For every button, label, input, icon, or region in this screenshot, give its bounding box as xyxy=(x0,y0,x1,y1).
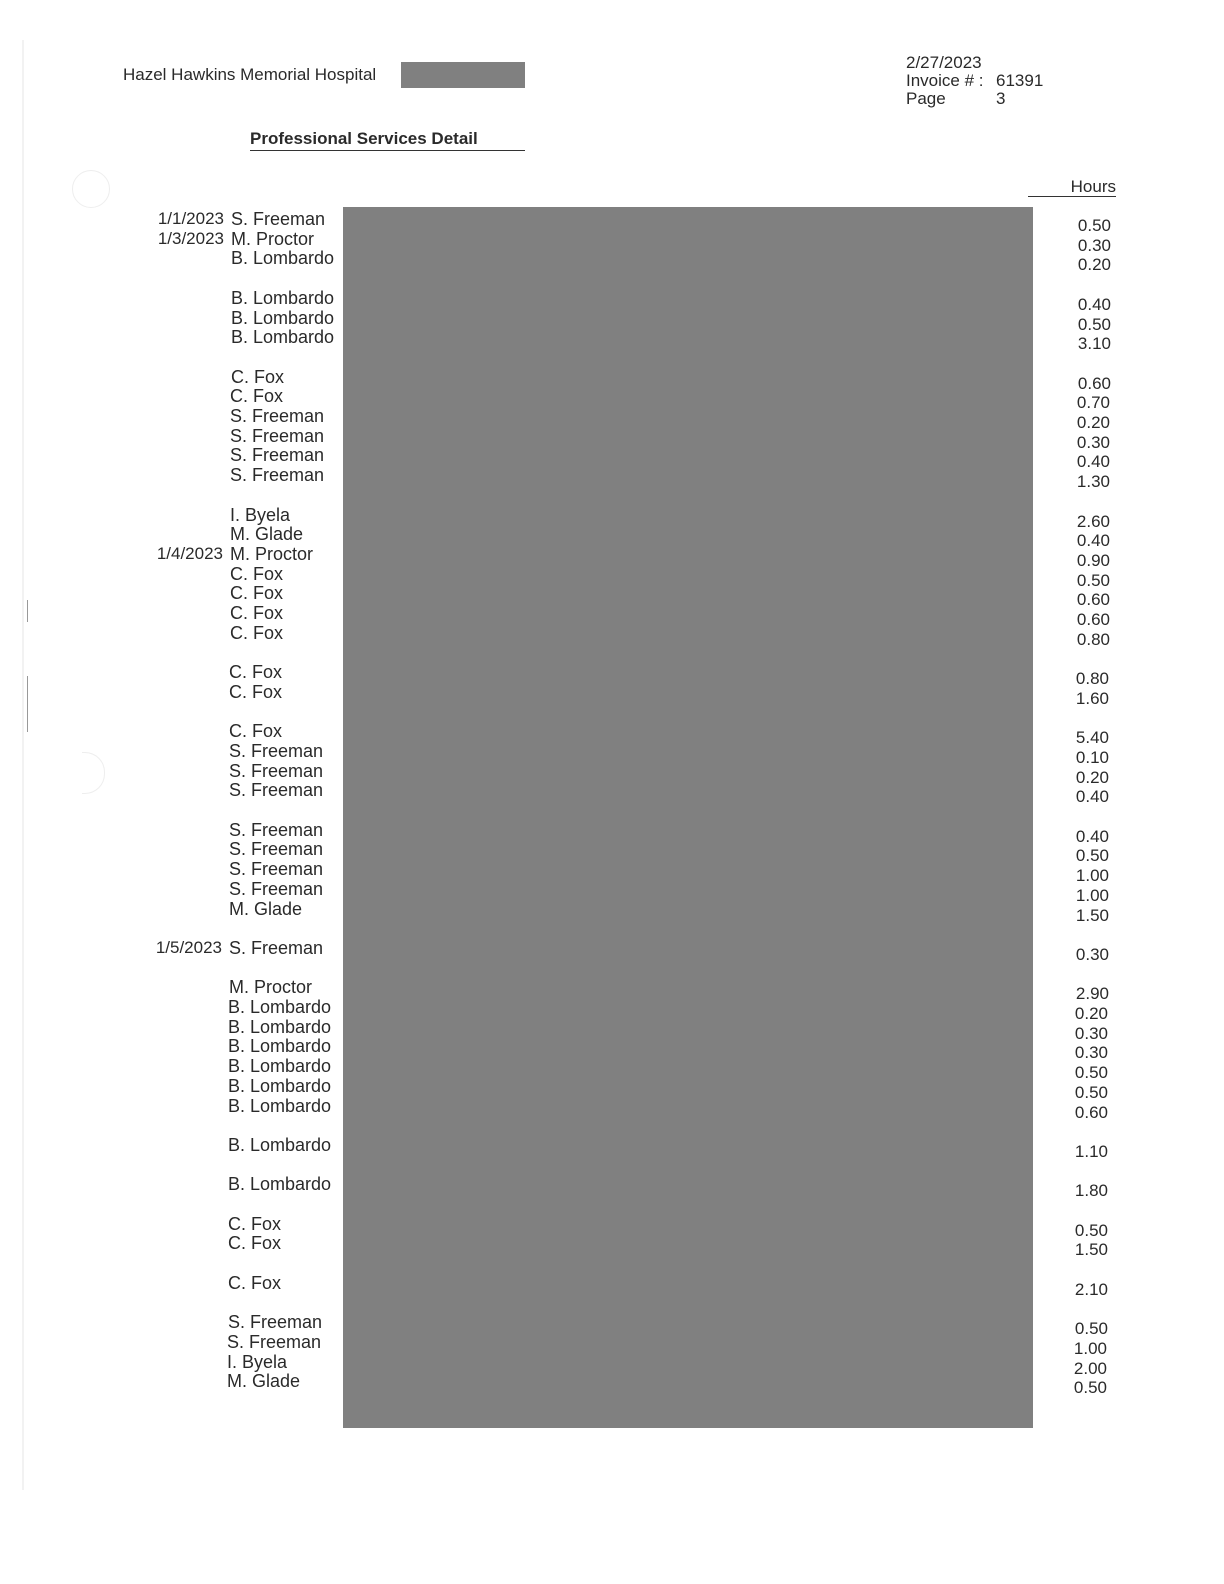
entry-hours: 0.50 xyxy=(1074,1063,1108,1082)
entry-hours: 1.00 xyxy=(1075,886,1109,905)
entry-staff-name: S. Freeman xyxy=(229,839,324,859)
entry-staff-name: C. Fox xyxy=(230,564,284,584)
entry-staff-name: C. Fox xyxy=(229,682,283,702)
entry-hours: 1.00 xyxy=(1075,866,1109,885)
entry-hours: 0.70 xyxy=(1076,393,1110,412)
entry-hours: 0.30 xyxy=(1076,433,1110,452)
entry-staff-name: I. Byela xyxy=(227,1352,288,1372)
entry-hours: 0.30 xyxy=(1074,1043,1108,1062)
invoice-date: 2/27/2023 xyxy=(906,53,982,72)
entry-hours: 0.50 xyxy=(1077,216,1111,235)
entry-hours: 2.10 xyxy=(1074,1280,1108,1299)
entry-hours: 0.20 xyxy=(1074,1004,1108,1023)
redaction-block xyxy=(343,207,1033,1428)
entry-hours: 1.80 xyxy=(1074,1181,1108,1200)
hours-header-rule xyxy=(1028,196,1116,197)
entry-date: 1/5/2023 xyxy=(155,938,222,957)
entry-staff-name: C. Fox xyxy=(230,386,284,406)
entry-staff-name: B. Lombardo xyxy=(228,1135,332,1155)
entry-hours: 0.50 xyxy=(1074,1319,1108,1338)
entry-hours: 2.90 xyxy=(1075,984,1109,1003)
entry-staff-name: B. Lombardo xyxy=(228,1096,332,1116)
hole-punch-mark xyxy=(72,170,110,208)
entry-hours: 0.20 xyxy=(1077,255,1111,274)
entry-staff-name: B. Lombardo xyxy=(228,1076,332,1096)
invoice-number: 61391 xyxy=(996,71,1044,90)
section-title: Professional Services Detail xyxy=(250,129,525,151)
entry-hours: 0.50 xyxy=(1074,1221,1108,1240)
entry-hours: 0.30 xyxy=(1077,236,1111,255)
entry-hours: 0.60 xyxy=(1074,1103,1108,1122)
entry-staff-name: C. Fox xyxy=(230,603,284,623)
entry-hours: 0.20 xyxy=(1075,768,1109,787)
entry-staff-name: B. Lombardo xyxy=(231,327,335,347)
entry-hours: 1.60 xyxy=(1075,689,1109,708)
entry-staff-name: C. Fox xyxy=(229,662,283,682)
hole-punch-mark xyxy=(82,752,105,794)
scan-edge-shadow xyxy=(22,40,24,1490)
entry-staff-name: M. Glade xyxy=(230,524,304,544)
hours-column-header: Hours xyxy=(1070,177,1116,196)
hospital-name: Hazel Hawkins Memorial Hospital xyxy=(123,65,377,84)
entry-hours: 0.20 xyxy=(1076,413,1110,432)
entry-hours: 5.40 xyxy=(1075,728,1109,747)
entry-staff-name: S. Freeman xyxy=(229,820,324,840)
entry-staff-name: C. Fox xyxy=(229,721,283,741)
entry-hours: 0.50 xyxy=(1075,846,1109,865)
entry-staff-name: B. Lombardo xyxy=(228,1174,332,1194)
entry-hours: 1.50 xyxy=(1075,906,1109,925)
entry-staff-name: S. Freeman xyxy=(229,859,324,879)
entry-staff-name: C. Fox xyxy=(228,1233,282,1253)
entry-staff-name: S. Freeman xyxy=(227,1332,322,1352)
scan-mark xyxy=(27,600,28,622)
entry-staff-name: B. Lombardo xyxy=(228,1056,332,1076)
entry-hours: 0.10 xyxy=(1075,748,1109,767)
entry-staff-name: B. Lombardo xyxy=(231,288,335,308)
entry-staff-name: C. Fox xyxy=(228,1214,282,1234)
invoice-label: Invoice # : xyxy=(906,71,984,90)
entry-staff-name: S. Freeman xyxy=(230,426,325,446)
entry-staff-name: S. Freeman xyxy=(230,465,325,485)
entry-hours: 0.60 xyxy=(1077,374,1111,393)
entry-staff-name: S. Freeman xyxy=(230,406,325,426)
entry-hours: 2.60 xyxy=(1076,512,1110,531)
entry-hours: 0.40 xyxy=(1075,787,1109,806)
entry-hours: 1.10 xyxy=(1074,1142,1108,1161)
entry-hours: 0.60 xyxy=(1076,610,1110,629)
entry-hours: 0.40 xyxy=(1075,827,1109,846)
entry-staff-name: C. Fox xyxy=(228,1273,282,1293)
entry-date: 1/3/2023 xyxy=(157,229,224,248)
entry-hours: 0.30 xyxy=(1074,1024,1108,1043)
entry-hours: 0.90 xyxy=(1076,551,1110,570)
entry-staff-name: M. Proctor xyxy=(231,229,315,249)
entry-hours: 2.00 xyxy=(1073,1359,1107,1378)
page-row xyxy=(906,89,1006,108)
entry-staff-name: S. Freeman xyxy=(229,780,324,800)
entry-staff-name: S. Freeman xyxy=(229,761,324,781)
entry-date: 1/1/2023 xyxy=(157,209,224,228)
page-label: Page xyxy=(906,89,946,108)
entry-hours: 0.50 xyxy=(1077,315,1111,334)
entry-staff-name: S. Freeman xyxy=(228,1312,323,1332)
entry-hours: 1.00 xyxy=(1073,1339,1107,1358)
entry-staff-name: B. Lombardo xyxy=(228,997,332,1017)
entry-date: 1/4/2023 xyxy=(156,544,223,563)
entry-staff-name: S. Freeman xyxy=(230,445,325,465)
entry-hours: 0.40 xyxy=(1077,295,1111,314)
entry-hours: 0.50 xyxy=(1073,1378,1107,1397)
entry-staff-name: C. Fox xyxy=(231,367,285,387)
entry-staff-name: M. Proctor xyxy=(230,544,314,564)
entry-hours: 3.10 xyxy=(1077,334,1111,353)
entry-staff-name: S. Freeman xyxy=(229,741,324,761)
entry-hours: 0.40 xyxy=(1076,531,1110,550)
entry-hours: 1.50 xyxy=(1074,1240,1108,1259)
page-number: 3 xyxy=(996,89,1006,108)
entry-hours: 0.60 xyxy=(1076,590,1110,609)
entry-hours: 0.80 xyxy=(1076,630,1110,649)
scan-mark xyxy=(27,676,28,732)
entry-staff-name: S. Freeman xyxy=(231,209,326,229)
entry-hours: 0.40 xyxy=(1076,452,1110,471)
entry-hours: 0.50 xyxy=(1074,1083,1108,1102)
entry-staff-name: C. Fox xyxy=(230,583,284,603)
entry-staff-name: B. Lombardo xyxy=(228,1036,332,1056)
entry-staff-name: S. Freeman xyxy=(229,938,324,958)
entry-hours: 0.50 xyxy=(1076,571,1110,590)
entry-staff-name: C. Fox xyxy=(230,623,284,643)
entry-staff-name: M. Glade xyxy=(229,899,303,919)
entry-staff-name: M. Proctor xyxy=(229,977,313,997)
entry-hours: 0.30 xyxy=(1075,945,1109,964)
entry-hours: 0.80 xyxy=(1075,669,1109,688)
entry-staff-name: B. Lombardo xyxy=(231,308,335,328)
redaction-block xyxy=(401,62,525,88)
invoice-number-row xyxy=(906,71,1044,90)
entry-staff-name: B. Lombardo xyxy=(228,1017,332,1037)
entry-staff-name: I. Byela xyxy=(230,505,291,525)
entry-staff-name: S. Freeman xyxy=(229,879,324,899)
entry-staff-name: B. Lombardo xyxy=(231,248,335,268)
entry-hours: 1.30 xyxy=(1076,472,1110,491)
entry-staff-name: M. Glade xyxy=(227,1371,301,1391)
